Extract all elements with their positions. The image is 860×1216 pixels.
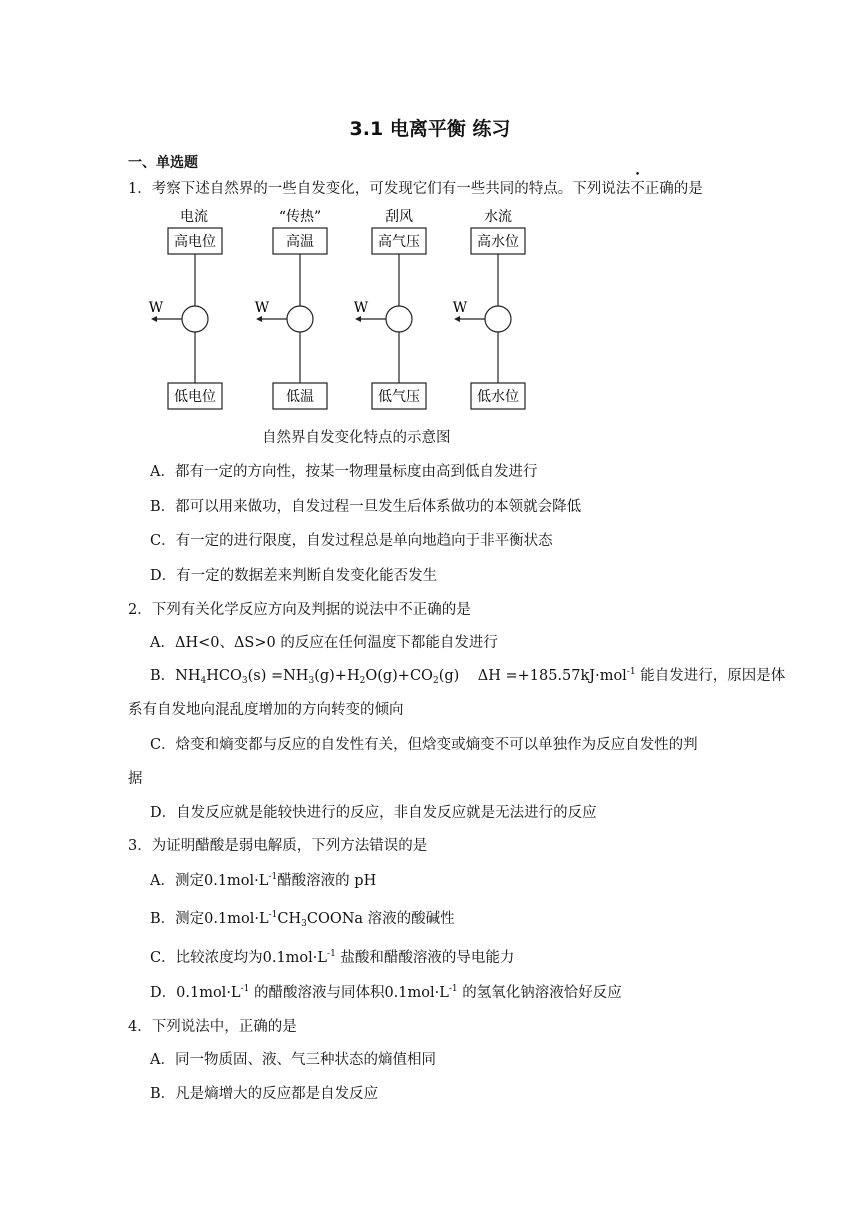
- diagram-label: “传热”: [278, 209, 322, 225]
- diagram-wheel: [287, 306, 313, 332]
- q2-stem: 2．下列有关化学反应方向及判据的说法中不正确的是: [128, 602, 471, 618]
- q3-option-c: C．比较浓度均为$0.1mol\cdot L^{-1}$ 盐酸和醋酸溶液的导电能力: [150, 949, 515, 966]
- diagram-wheel: [485, 306, 511, 332]
- diagram-wheel: [182, 306, 208, 332]
- section-heading: 一、单选题: [128, 155, 198, 171]
- diagram-top-text: 高气压: [378, 234, 420, 250]
- diagram-label: 水流: [484, 209, 512, 225]
- diagram-work-label: W: [452, 300, 468, 316]
- q1-stem-emphasis: 不: [630, 181, 645, 197]
- diagram-work-label: W: [254, 300, 270, 316]
- diagram-top-text: 高温: [286, 234, 314, 250]
- q2-option-c: C．焓变和熵变都与反应的自发性有关，但焓变或熵变不可以单独作为反应自发性的判: [150, 737, 698, 753]
- diagram-top-text: 高水位: [477, 234, 519, 250]
- q3-option-d: D．$0.1mol\cdot L^{-1}$ 的醋酸溶液与同体积$0.1mol\cdot L^{-1}$ 的氢氧化钠溶液恰好反应: [150, 984, 622, 1001]
- page-title: 3.1 电离平衡 练习: [349, 118, 511, 140]
- diagram-wheel: [386, 306, 412, 332]
- arrow-left-icon: [355, 316, 361, 322]
- q1-stem-part2: 正确的是: [644, 181, 703, 197]
- q2-option-b-continued: 系有自发地向混乱度增加的方向转变的倾向: [128, 702, 404, 718]
- diagram-column-water: [453, 208, 525, 409]
- q1-option-a: A．都有一定的方向性，按某一物理量标度由高到低自发进行: [150, 464, 538, 480]
- q4-option-a: A．同一物质固、液、气三种状态的熵值相同: [150, 1052, 436, 1068]
- q1-stem-part1: 1．考察下述自然界的一些自发变化，可发现它们有一些共同的特点。下列说法: [128, 181, 631, 197]
- q2-option-d: D．自发反应就是能较快进行的反应，非自发反应就是无法进行的反应: [150, 805, 597, 821]
- diagram-work-label: W: [148, 300, 164, 316]
- diagram-label: 刮风: [385, 209, 413, 225]
- q2-option-b: B．$NH_4HCO_3(s) =NH_3(g)+H_2O(g)+CO_2(g)$ ΔH =+185.57kJ·mol$^{-1}$ 能自发进行，原因是体: [150, 667, 786, 686]
- diagram-top-text: 高电位: [174, 234, 216, 250]
- q1-option-b: B．都可以用来做功，自发过程一旦发生后体系做功的本领就会降低: [150, 499, 582, 515]
- q3-stem: 3．为证明醋酸是弱电解质，下列方法错误的是: [128, 838, 428, 854]
- diagram-column-heat: [255, 208, 327, 409]
- q2-option-a: A．ΔH<0、ΔS>0 的反应在任何温度下都能自发进行: [150, 635, 498, 651]
- q3-option-a: A．测定$0.1mol\cdot L^{-1}$醋酸溶液的 pH: [150, 872, 377, 889]
- diagram-bottom-text: 低电位: [174, 389, 216, 405]
- q4-stem: 4．下列说法中，正确的是: [128, 1019, 297, 1035]
- diagram-column-wind: [354, 209, 426, 409]
- q2-option-c-continued: 据: [128, 771, 143, 787]
- diagram-bottom-text: 低水位: [477, 389, 519, 405]
- diagram-label: 电流: [180, 209, 208, 225]
- q3-option-b: B．测定$0.1mol\cdot L^{-1}CH_3COONa$ 溶液的酸碱性: [150, 910, 455, 929]
- diagram-bottom-text: 低气压: [378, 389, 420, 405]
- q1-stem: [128, 177, 703, 198]
- arrow-left-icon: [454, 316, 460, 322]
- diagram-bottom-text: 低温: [286, 389, 314, 405]
- diagram-caption: 自然界自发变化特点的示意图: [262, 430, 451, 446]
- diagram-work-label: W: [353, 300, 369, 316]
- q1-option-d: D．有一定的数据差来判断自发变化能否发生: [150, 568, 438, 584]
- q1-option-c: C．有一定的进行限度，自发过程总是单向地趋向于非平衡状态: [150, 533, 553, 549]
- q4-option-b: B．凡是熵增大的反应都是自发反应: [150, 1086, 379, 1102]
- arrow-left-icon: [256, 316, 262, 322]
- spontaneous-change-diagram: [140, 202, 540, 418]
- diagram-column-current: [149, 208, 222, 409]
- arrow-left-icon: [151, 316, 157, 322]
